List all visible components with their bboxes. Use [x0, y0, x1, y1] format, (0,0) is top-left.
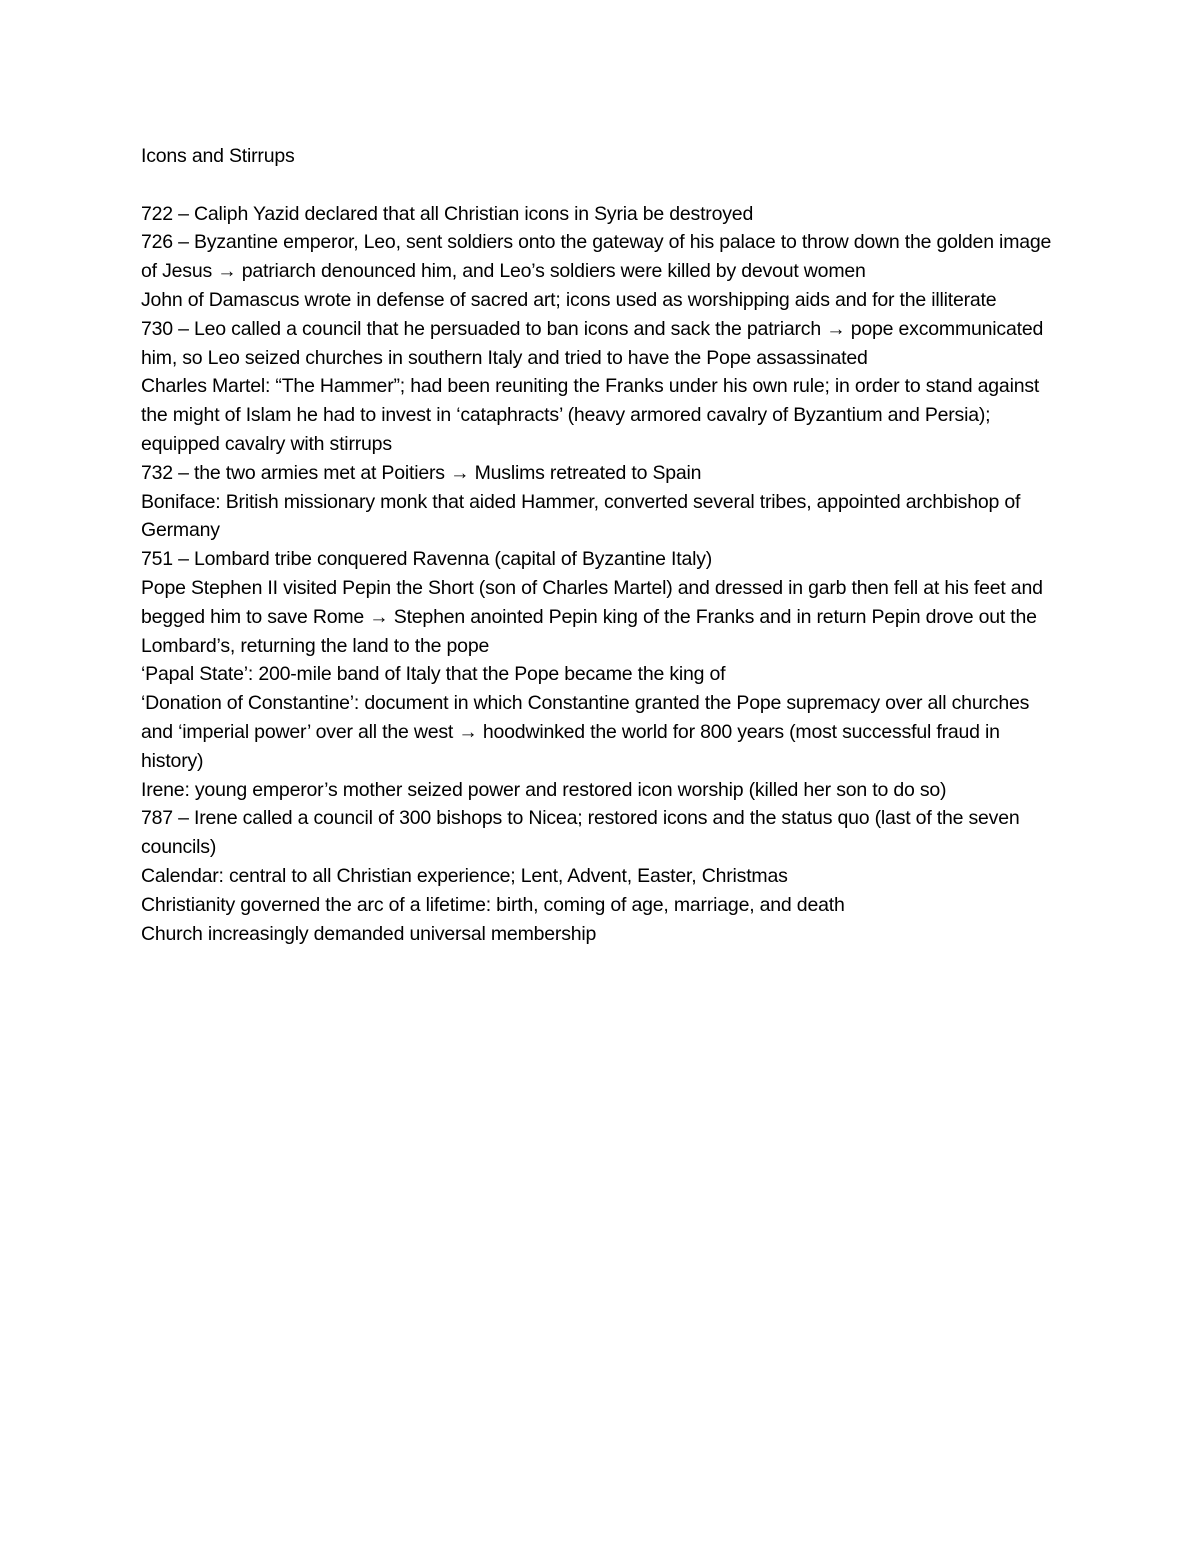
document-body — [141, 142, 1066, 948]
note-line: Christianity governed the arc of a lifetime: birth, coming of age, marriage, and death — [141, 893, 845, 916]
note-line: 787 – Irene called a council of 300 bishops to Nicea; restored icons and the status quo (last of the seven councils) — [141, 807, 1020, 859]
note-line: 722 – Caliph Yazid declared that all Christian icons in Syria be destroyed — [141, 202, 754, 225]
note-line: Calendar: central to all Christian experience; Lent, Advent, Easter, Christmas — [141, 864, 788, 887]
note-line: Pope Stephen II visited Pepin the Short (son of Charles Martel) and dressed in garb then fell at his feet and begged him to save Rome → Stephen anointed Pepin king of the Franks and in return Pepin drove out the Lombard’s, returning the land to the pope — [141, 576, 1043, 657]
note-line: 751 – Lombard tribe conquered Ravenna (capital of Byzantine Italy) — [141, 548, 713, 571]
note-line: Church increasingly demanded universal membership — [141, 922, 597, 945]
note-line: Irene: young emperor’s mother seized power and restored icon worship (killed her son to do so) — [141, 778, 947, 801]
note-line: 726 – Byzantine emperor, Leo, sent soldiers onto the gateway of his palace to throw down the golden image of Jesus → patriarch denounced him, and Leo’s soldiers were killed by devout women — [141, 231, 1052, 283]
document-title: Icons and Stirrups — [141, 145, 295, 167]
note-line: 730 – Leo called a council that he persuaded to ban icons and sack the patriarch → pope excommunicated him, so Leo seized churches in southern Italy and tried to have the Pope assassinated — [141, 317, 1044, 369]
note-line: ‘Donation of Constantine’: document in which Constantine granted the Pope supremacy over all churches and ‘imperial power’ over all the west → hoodwinked the world for 800 years (most successful fraud in history) — [141, 692, 1030, 772]
note-line: ‘Papal State’: 200-mile band of Italy that the Pope became the king of — [141, 663, 726, 686]
blank-line — [141, 171, 1066, 200]
notes-list — [141, 200, 1066, 949]
note-line: John of Damascus wrote in defense of sacred art; icons used as worshipping aids and for the illiterate — [141, 288, 997, 311]
note-line: Charles Martel: “The Hammer”; had been reuniting the Franks under his own rule; in order to stand against the might of Islam he had to invest in ‘cataphracts’ (heavy armored cavalry of Byzantium and Persia); equipped cavalry with stirrups — [141, 375, 1040, 455]
note-line: 732 – the two armies met at Poitiers → Muslims retreated to Spain — [141, 461, 702, 484]
note-line: Boniface: British missionary monk that aided Hammer, converted several tribes, appointed archbishop of Germany — [141, 490, 1021, 542]
